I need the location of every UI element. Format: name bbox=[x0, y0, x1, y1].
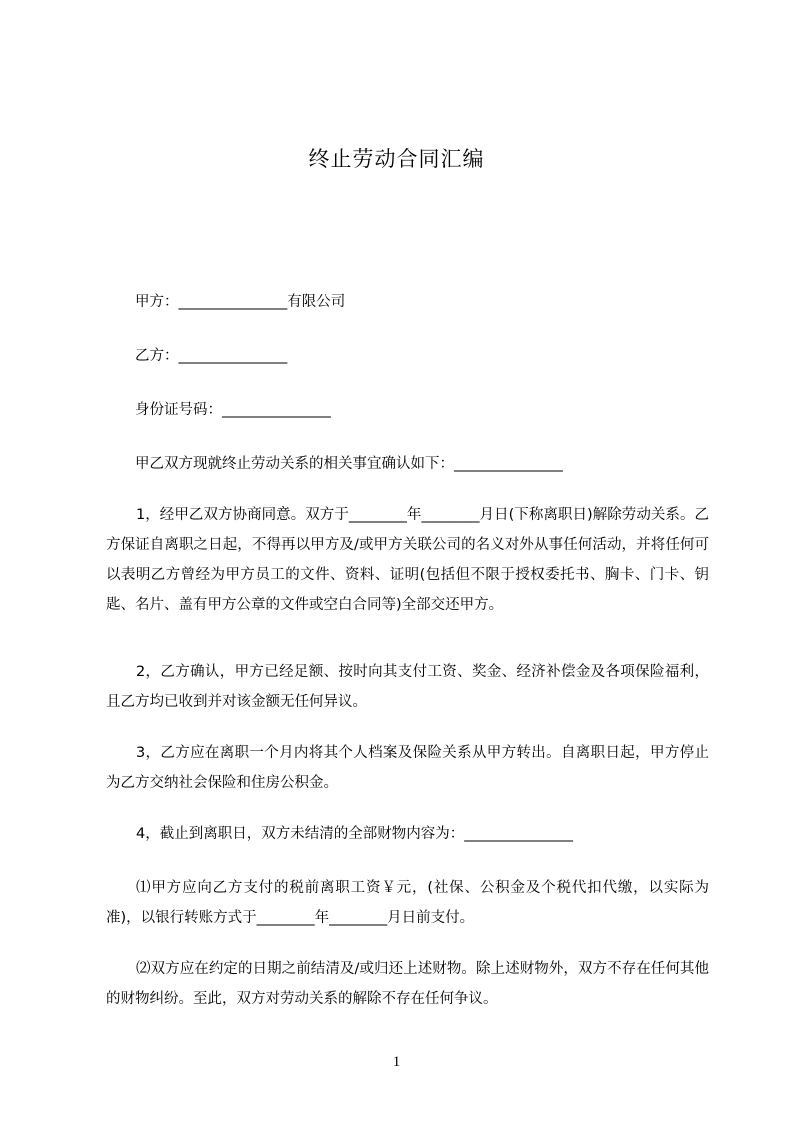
sub-clause-1: ⑴甲方应向乙方支付的税前离职工资￥元，(社保、公积金及个税代扣代缴，以实际为准)，以银行转账方式于________年________月日前支付。 bbox=[106, 880, 709, 926]
document-title: 终止劳动合同汇编 bbox=[308, 147, 485, 171]
party-a-line: 甲方：_______________有限公司 bbox=[135, 294, 346, 310]
page-number: 1 bbox=[392, 1054, 401, 1070]
id-number-line: 身份证号码：_______________ bbox=[135, 402, 331, 418]
clause-3: 3，乙方应在离职一个月内将其个人档案及保险关系从甲方转出。自离职日起，甲方停止为乙方交纳社会保险和住房公积金。 bbox=[106, 745, 709, 791]
sub-clause-2: ⑵双方应在约定的日期之前结清及/或归还上述财物。除上述财物外，双方不存在任何其他的财物纠纷。至此，双方对劳动关系的解除不存在任何争议。 bbox=[106, 961, 709, 1007]
intro-line: 甲乙双方现就终止劳动关系的相关事宜确认如下：_______________ bbox=[135, 456, 563, 472]
clause-4: 4，截止到离职日，双方未结清的全部财物内容为：_______________ bbox=[136, 826, 573, 842]
clause-2: 2，乙方确认，甲方已经足额、按时向其支付工资、奖金、经济补偿金及各项保险福利，且乙方均已收到并对该金额无任何异议。 bbox=[106, 664, 709, 710]
party-b-line: 乙方：_______________ bbox=[135, 348, 288, 364]
clause-1: 1，经甲乙双方协商同意。双方于________年________月日(下称离职日)解除劳动关系。乙方保证自离职之日起，不得再以甲方及/或甲方关联公司的名义对外从事任何活动，并将任何可以表明乙方曾经为甲方员工的文件、资料、证明(包括但不限于授权委托书、胸卡、门卡、钥匙、名片、盖有甲方公章的文件或空白合同等)全部交还甲方。 bbox=[106, 507, 709, 613]
